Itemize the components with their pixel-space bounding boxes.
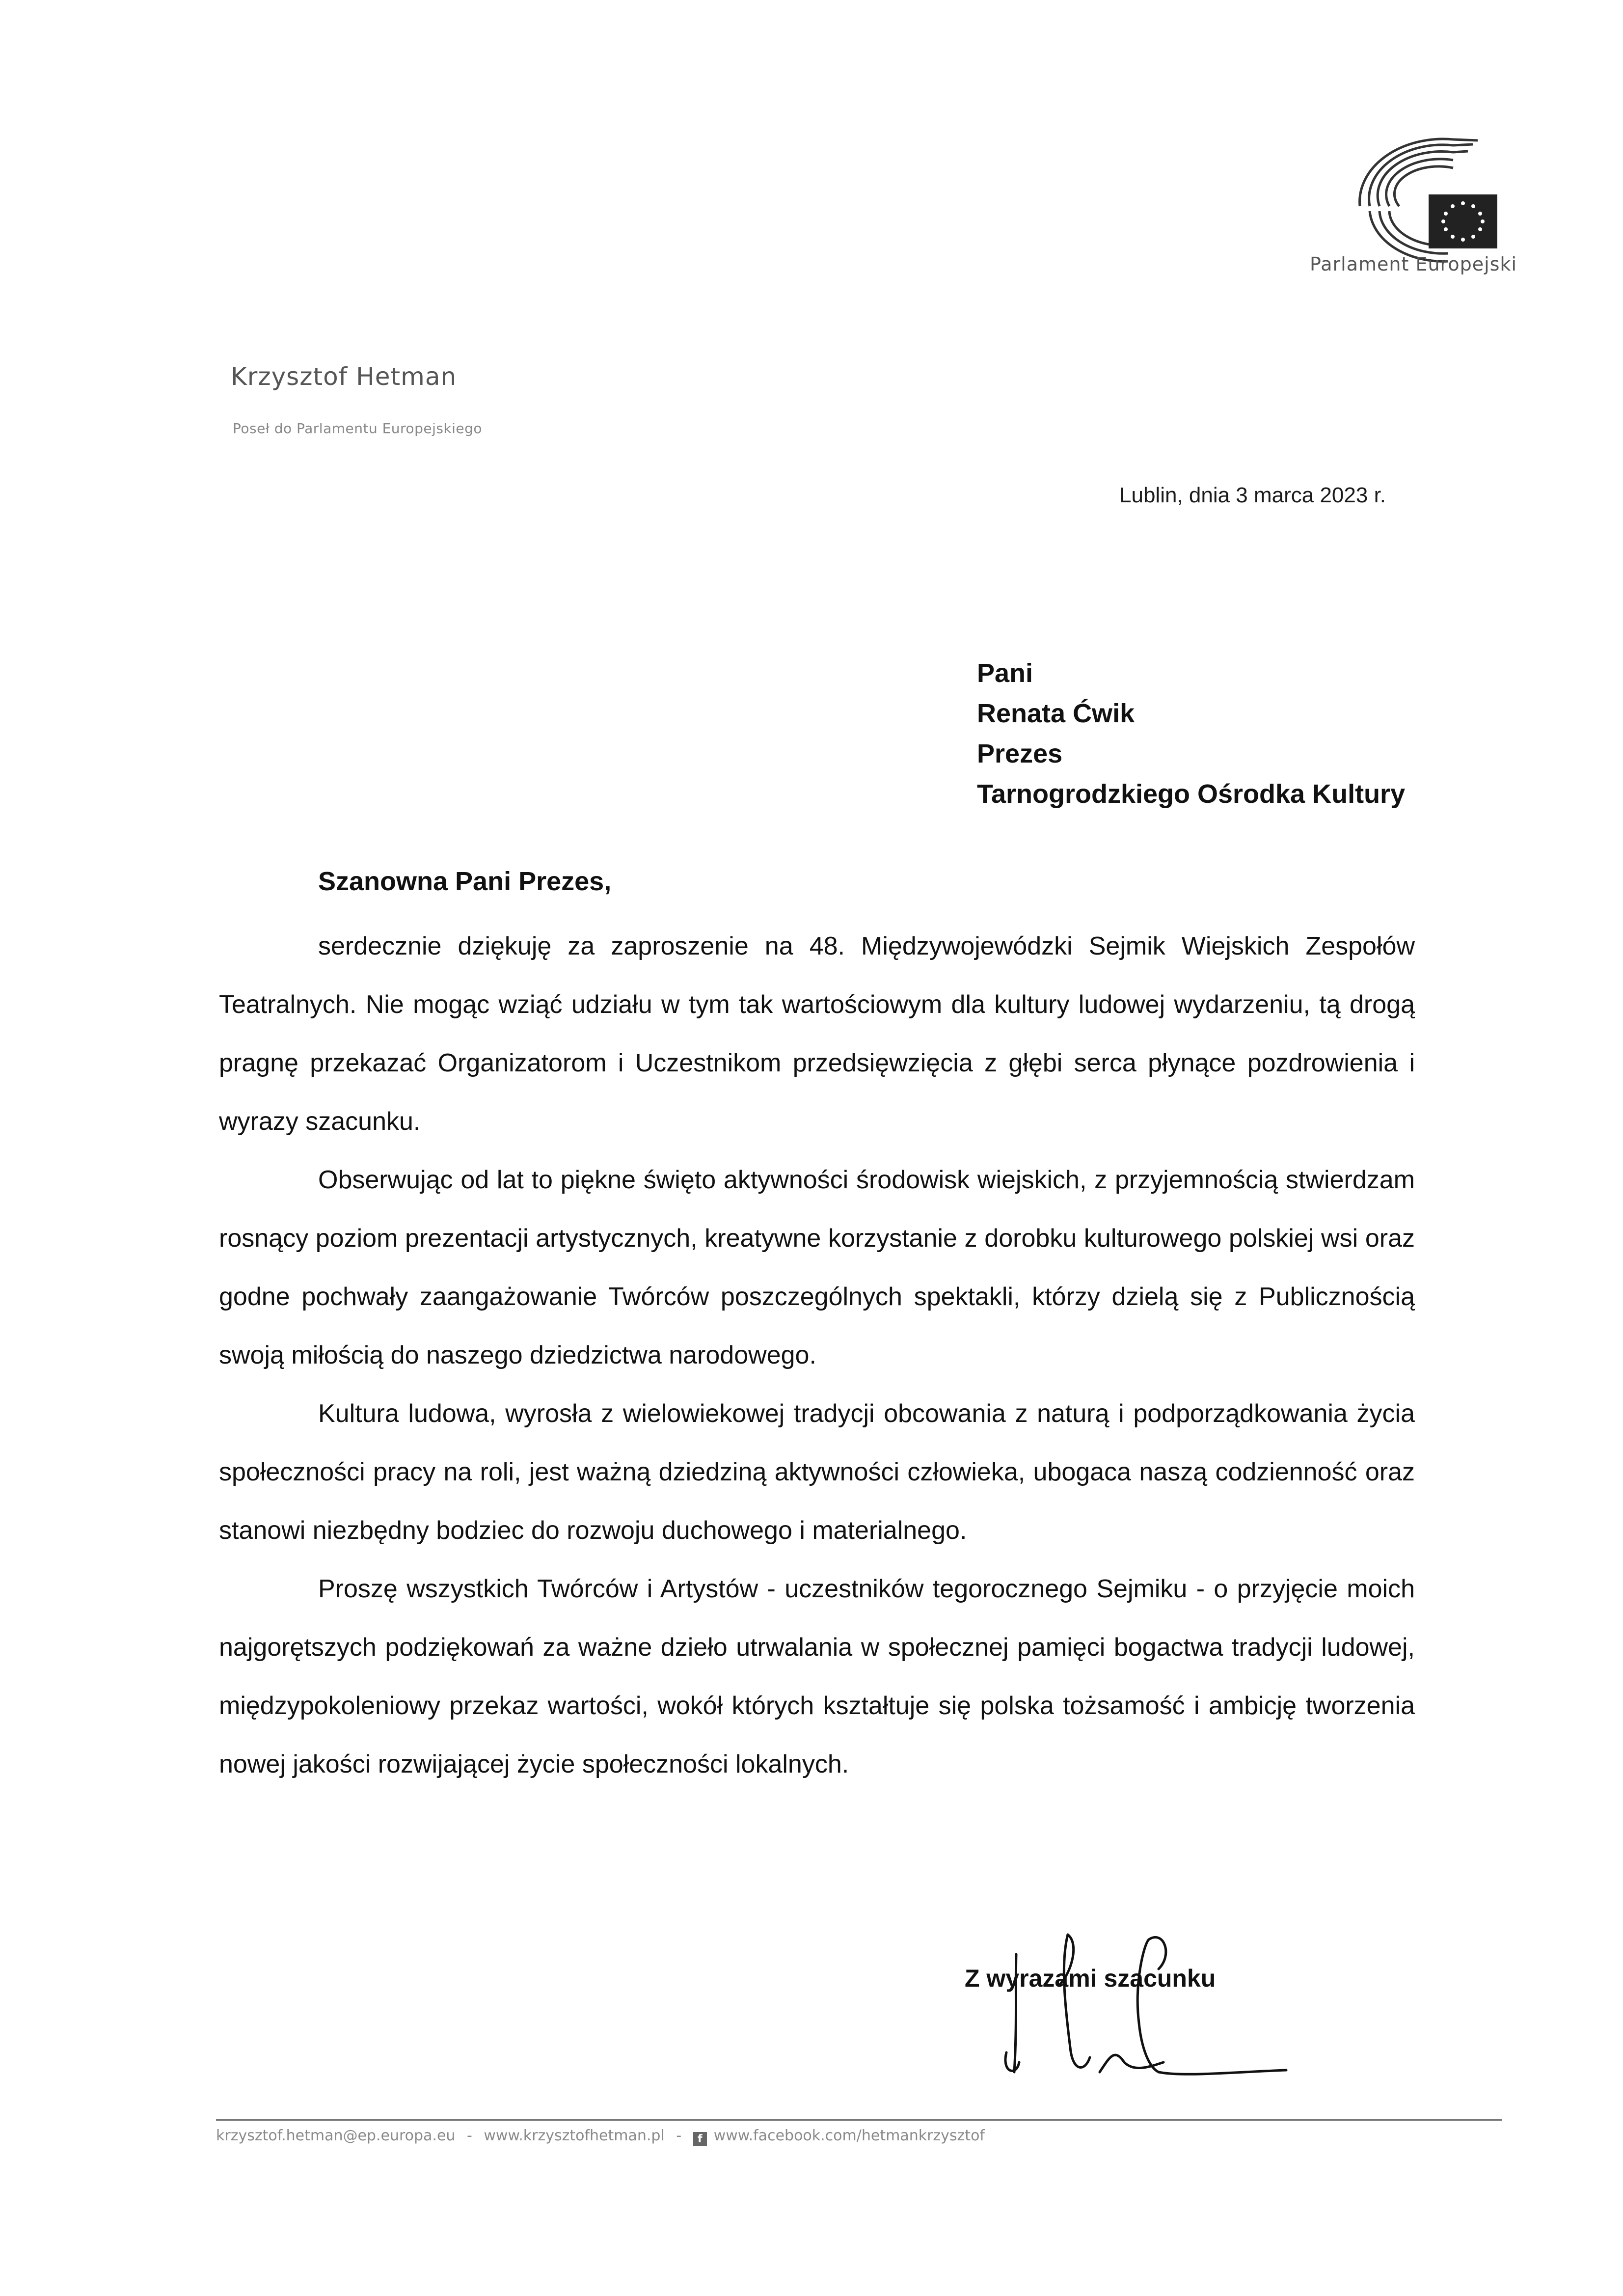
- recipient-block: [977, 653, 1405, 814]
- letter-body: [219, 917, 1415, 1794]
- body-paragraph: Obserwując od lat to piękne święto aktywności środowisk wiejskich, z przyjemnością stwierdzam rosnący poziom prezentacji artystycznych, kreatywne korzystanie z dorobku kulturowego polskiej wsi oraz godne pochwały zaangażowanie Twórców poszczególnych spektakli, którzy dzielą się z Publicznością swoją miłością do naszego dziedzictwa narodowego.: [219, 1166, 1415, 1369]
- body-paragraph: Proszę wszystkich Twórców i Artystów - uczestników tegorocznego Sejmiku - o przyjęcie moich najgorętszych podziękowań za ważne dzieło utrwalania w społecznej pamięci bogactwa tradycji ludowej, międzypokoleniowy przekaz wartości, wokół których kształtuje się polska tożsamość i ambicję tworzenia nowej jakości rozwijającej życie społeczności lokalnych.: [219, 1575, 1415, 1778]
- footer-website[interactable]: www.krzysztofhetman.pl: [484, 2127, 665, 2144]
- sender-role: Poseł do Parlamentu Europejskiego: [233, 420, 483, 437]
- footer-facebook[interactable]: www.facebook.com/hetmankrzysztof: [713, 2127, 985, 2144]
- footer-email[interactable]: krzysztof.hetman@ep.europa.eu: [216, 2127, 456, 2144]
- sender-name: Krzysztof Hetman: [231, 362, 457, 391]
- footer-divider: [216, 2119, 1502, 2121]
- salutation: Szanowna Pani Prezes,: [318, 867, 612, 896]
- institution-name: Parlament Europejski: [1310, 253, 1517, 275]
- facebook-icon: f: [693, 2132, 707, 2146]
- footer-separator: -: [467, 2127, 472, 2144]
- footer-contacts: [216, 2127, 992, 2146]
- handwritten-signature: [987, 1925, 1301, 2092]
- recipient-line: Pani: [977, 658, 1033, 688]
- letter-date: Lublin, dnia 3 marca 2023 r.: [1119, 483, 1386, 507]
- recipient-line: Tarnogrodzkiego Ośrodka Kultury: [977, 779, 1406, 809]
- closing: Z wyrazami szacunku: [965, 1965, 1216, 1992]
- footer-separator: -: [676, 2127, 682, 2144]
- body-paragraph: serdecznie dziękuję za zaproszenie na 48. Międzywojewódzki Sejmik Wiejskich Zespołów Teatralnych. Nie mogąc wziąć udziału w tym tak wartościowym dla kultury ludowej wydarzeniu, tą drogą pragnę przekazać Organizatorom i Uczestnikom przedsięwzięcia z głębi serca płynące pozdrowienia i wyrazy szacunku.: [219, 932, 1415, 1136]
- recipient-line: Prezes: [977, 739, 1063, 768]
- recipient-line: Renata Ćwik: [977, 699, 1135, 728]
- body-paragraph: Kultura ludowa, wyrosła z wielowiekowej tradycji obcowania z naturą i podporządkowania życia społeczności pracy na roli, jest ważną dziedziną aktywności człowieka, ubogaca naszą codzienność oraz stanowi niezbędny bodziec do rozwoju duchowego i materialnego.: [219, 1399, 1415, 1545]
